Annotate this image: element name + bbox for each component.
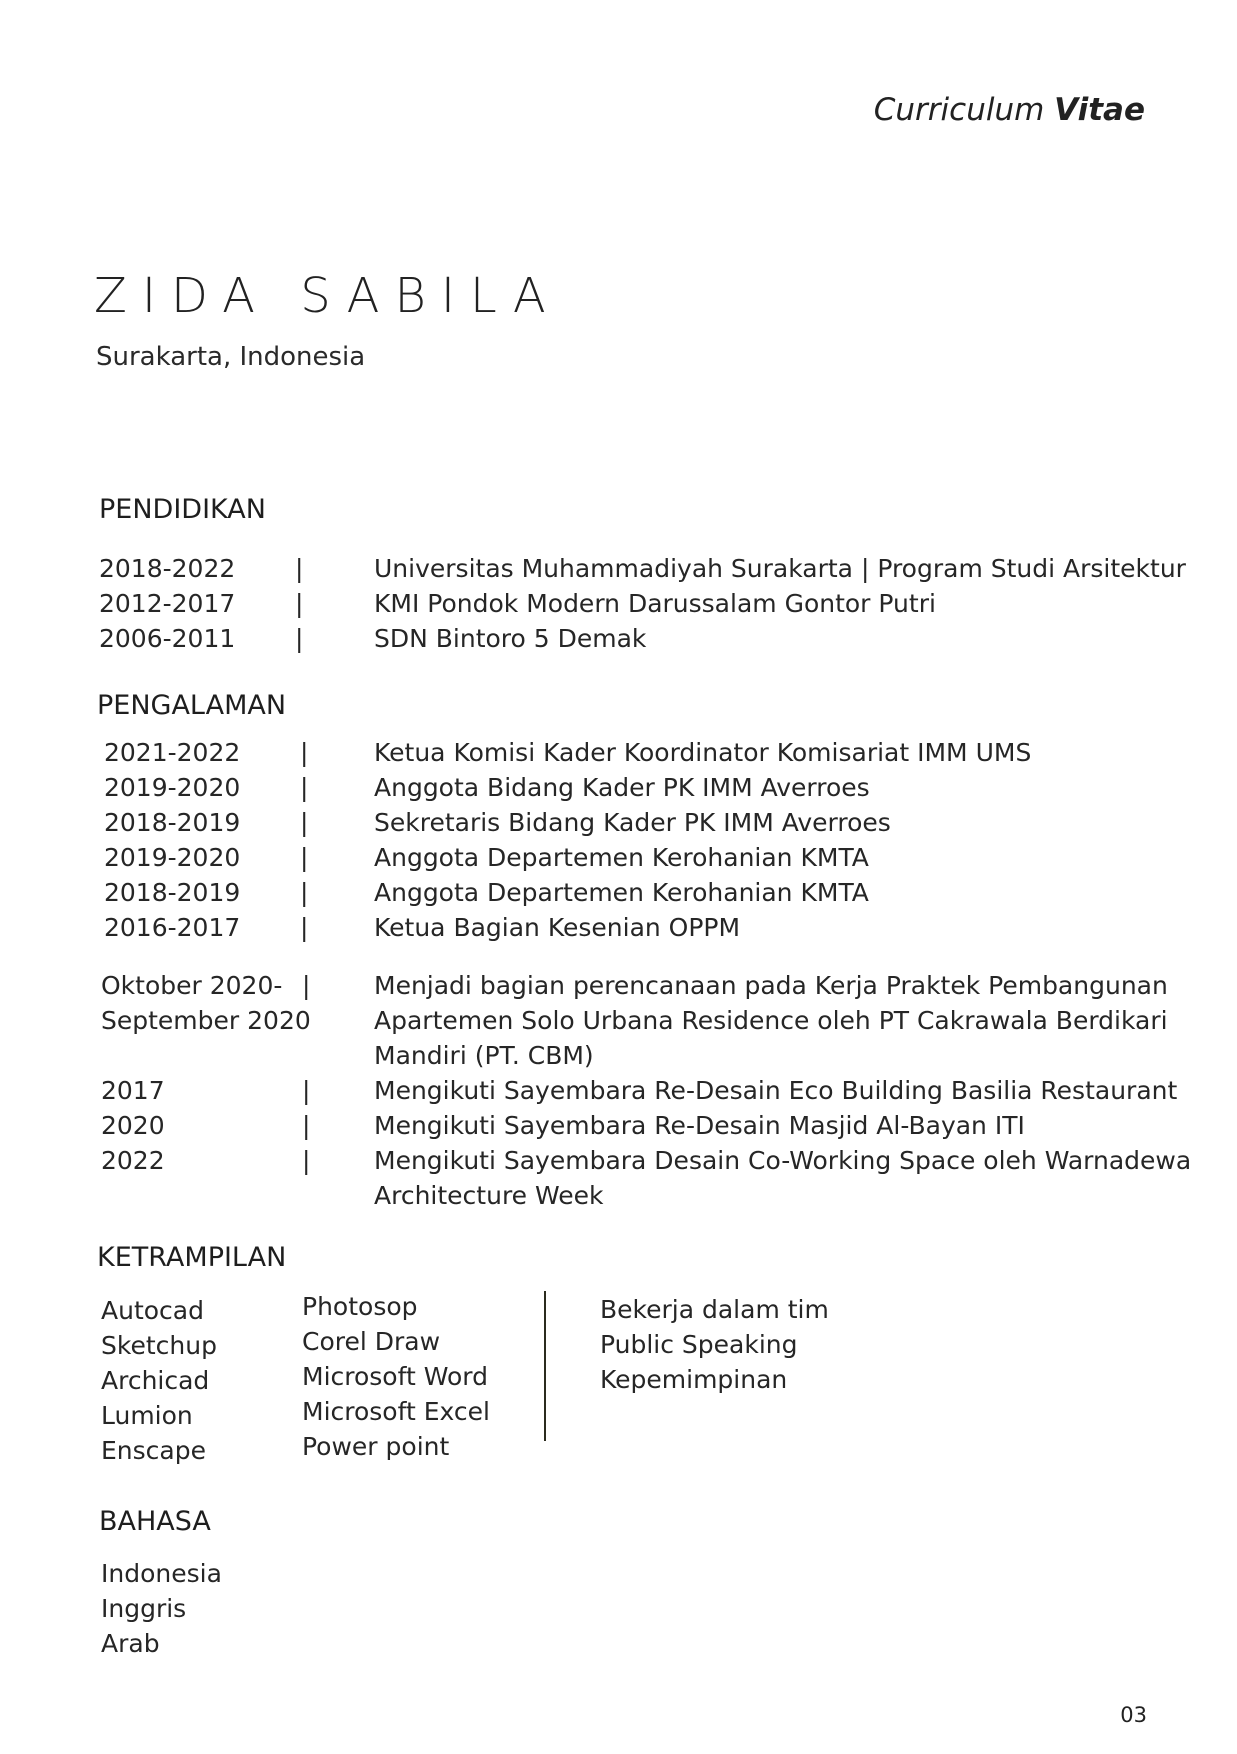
language-item: Inggris xyxy=(101,1594,187,1623)
header-title-light: Curriculum xyxy=(873,92,1045,128)
section-title-pengalaman: PENGALAMAN xyxy=(97,690,287,721)
skill-item: Archicad xyxy=(101,1366,210,1395)
skill-item: Microsoft Excel xyxy=(302,1397,490,1426)
skill-item: Sketchup xyxy=(101,1331,217,1360)
separator: | xyxy=(295,554,304,583)
experience-years: 2018-2019 xyxy=(104,808,241,837)
language-item: Indonesia xyxy=(101,1559,222,1588)
skill-item: Microsoft Word xyxy=(302,1362,488,1391)
skills-divider xyxy=(544,1291,546,1441)
person-location: Surakarta, Indonesia xyxy=(96,342,366,372)
education-years: 2018-2022 xyxy=(99,554,236,583)
separator: | xyxy=(300,843,309,872)
project-years-start: Oktober 2020- xyxy=(101,971,283,1000)
separator: | xyxy=(300,738,309,767)
separator: | xyxy=(302,1076,311,1105)
languages-list xyxy=(101,1556,222,1661)
experience-years: 2016-2017 xyxy=(104,913,241,942)
experience-years: 2018-2019 xyxy=(104,878,241,907)
education-school: KMI Pondok Modern Darussalam Gontor Putri xyxy=(374,589,936,618)
competition-year: 2022 xyxy=(101,1146,165,1175)
project-years-end: September 2020 xyxy=(101,1006,311,1035)
experience-years: 2019-2020 xyxy=(104,843,241,872)
project-desc-line-1: Menjadi bagian perencanaan pada Kerja Praktek Pembangunan xyxy=(374,971,1168,1000)
separator: | xyxy=(302,971,311,1000)
competition-desc: Mengikuti Sayembara Desain Co-Working Space oleh Warnadewa xyxy=(374,1146,1192,1175)
separator: | xyxy=(300,773,309,802)
project-desc-line-2: Apartemen Solo Urbana Residence oleh PT Cakrawala Berdikari xyxy=(374,1006,1168,1035)
competition-desc: Mengikuti Sayembara Re-Desain Masjid Al-Bayan ITI xyxy=(374,1111,1025,1140)
skill-item: Power point xyxy=(302,1432,450,1461)
skill-item: Corel Draw xyxy=(302,1327,441,1356)
competition-year: 2020 xyxy=(101,1111,165,1140)
experience-years: 2021-2022 xyxy=(104,738,241,767)
experience-role: Sekretaris Bidang Kader PK IMM Averroes xyxy=(374,808,891,837)
skill-item: Lumion xyxy=(101,1401,193,1430)
experience-role: Anggota Bidang Kader PK IMM Averroes xyxy=(374,773,870,802)
header-title-bold: Vitae xyxy=(1054,92,1145,128)
separator: | xyxy=(302,1111,311,1140)
experience-role: Ketua Bagian Kesenian OPPM xyxy=(374,913,741,942)
separator: | xyxy=(300,913,309,942)
separator: | xyxy=(300,878,309,907)
competition-year: 2017 xyxy=(101,1076,165,1105)
competition-desc: Mengikuti Sayembara Re-Desain Eco Building Basilia Restaurant xyxy=(374,1076,1178,1105)
skill-item: Kepemimpinan xyxy=(600,1365,788,1394)
skill-item: Photosop xyxy=(302,1292,418,1321)
separator: | xyxy=(295,624,304,653)
section-title-pendidikan: PENDIDIKAN xyxy=(99,494,266,525)
page-number: 03 xyxy=(1120,1703,1147,1727)
skill-item: Enscape xyxy=(101,1436,206,1465)
education-school: SDN Bintoro 5 Demak xyxy=(374,624,647,653)
competition-desc-cont: Architecture Week xyxy=(374,1181,604,1210)
skill-item: Autocad xyxy=(101,1296,204,1325)
education-years: 2012-2017 xyxy=(99,589,236,618)
section-title-bahasa: BAHASA xyxy=(99,1506,211,1537)
skills-software-col-2 xyxy=(302,1289,490,1464)
project-desc-line-3: Mandiri (PT. CBM) xyxy=(374,1041,594,1070)
person-name: ZIDA SABILA xyxy=(94,268,561,324)
experience-role: Anggota Departemen Kerohanian KMTA xyxy=(374,878,869,907)
skill-item: Public Speaking xyxy=(600,1330,798,1359)
education-years: 2006-2011 xyxy=(99,624,236,653)
separator: | xyxy=(302,1146,311,1175)
experience-role: Ketua Komisi Kader Koordinator Komisariat IMM UMS xyxy=(374,738,1032,767)
experience-role: Anggota Departemen Kerohanian KMTA xyxy=(374,843,869,872)
education-school: Universitas Muhammadiyah Surakarta | Program Studi Arsitektur xyxy=(374,554,1186,583)
document-header xyxy=(874,92,1145,128)
experience-years: 2019-2020 xyxy=(104,773,241,802)
language-item: Arab xyxy=(101,1629,160,1658)
skills-software-col-1 xyxy=(101,1293,217,1468)
separator: | xyxy=(300,808,309,837)
section-title-ketrampilan: KETRAMPILAN xyxy=(97,1242,287,1273)
skills-soft-col xyxy=(600,1292,829,1397)
skill-item: Bekerja dalam tim xyxy=(600,1295,829,1324)
separator: | xyxy=(295,589,304,618)
